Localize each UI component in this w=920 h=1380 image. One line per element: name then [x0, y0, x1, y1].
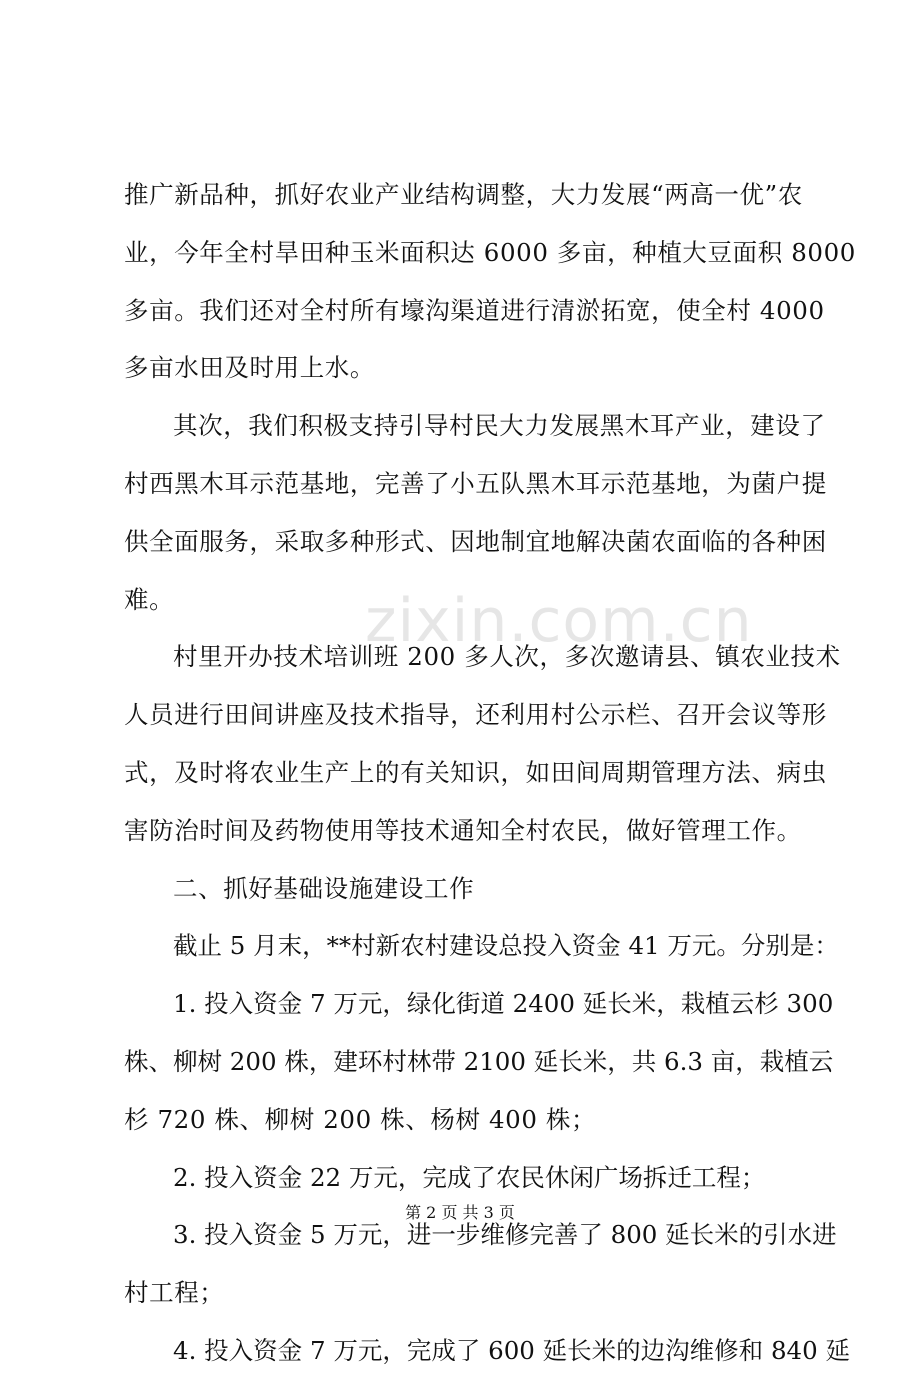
text-line: 人员进行田间讲座及技术指导，还利用村公示栏、召开会议等形 [124, 700, 827, 730]
text-line: 难。 [124, 584, 175, 614]
list-item: 4. 投入资金 7 万元，完成了 600 延长米的边沟维修和 840 延 [173, 1335, 851, 1365]
list-item: 1. 投入资金 7 万元，绿化街道 2400 延长米，栽植云杉 300 [173, 989, 834, 1019]
text-line: 村里开办技术培训班 200 多人次，多次邀请县、镇农业技术 [173, 642, 841, 672]
watermark: zixin.com.cn [365, 586, 753, 656]
text-line: 其次，我们积极支持引导村民大力发展黑木耳产业，建设了 [173, 411, 826, 441]
text-line: 村西黑木耳示范基地，完善了小五队黑木耳示范基地，为菌户提 [124, 468, 827, 498]
text-line: 多亩。我们还对全村所有壕沟渠道进行清淤拓宽，使全村 4000 [124, 295, 825, 325]
text-line: 杉 720 株、柳树 200 株、杨树 400 株； [124, 1104, 597, 1134]
text-line: 推广新品种，抓好农业产业结构调整，大力发展“两高一优”农 [124, 180, 803, 209]
text-line: 业，今年全村旱田种玉米面积达 6000 多亩，种植大豆面积 8000 [124, 237, 856, 267]
page-footer: 第 2 页 共 3 页 [405, 1203, 515, 1222]
section-heading: 二、抓好基础设施建设工作 [173, 873, 475, 903]
text-line: 供全面服务，采取多种形式、因地制宜地解决菌农面临的各种困 [124, 526, 827, 556]
text-line: 村工程； [124, 1278, 225, 1308]
text-line: 截止 5 月末，**村新农村建设总投入资金 41 万元。分别是： [173, 931, 839, 961]
text-line: 害防治时间及药物使用等技术通知全村农民，做好管理工作。 [124, 815, 802, 845]
text-line: 式，及时将农业生产上的有关知识，如田间周期管理方法、病虫 [124, 757, 827, 787]
list-item: 3. 投入资金 5 万元，进一步维修完善了 800 延长米的引水进 [173, 1220, 837, 1250]
text-line: 株、柳树 200 株，建环村林带 2100 延长米，共 6.3 亩，栽植云 [124, 1046, 834, 1076]
text-line: 多亩水田及时用上水。 [124, 353, 375, 383]
document-body [124, 166, 856, 1380]
list-item: 2. 投入资金 22 万元，完成了农民休闲广场拆迁工程； [173, 1162, 766, 1192]
